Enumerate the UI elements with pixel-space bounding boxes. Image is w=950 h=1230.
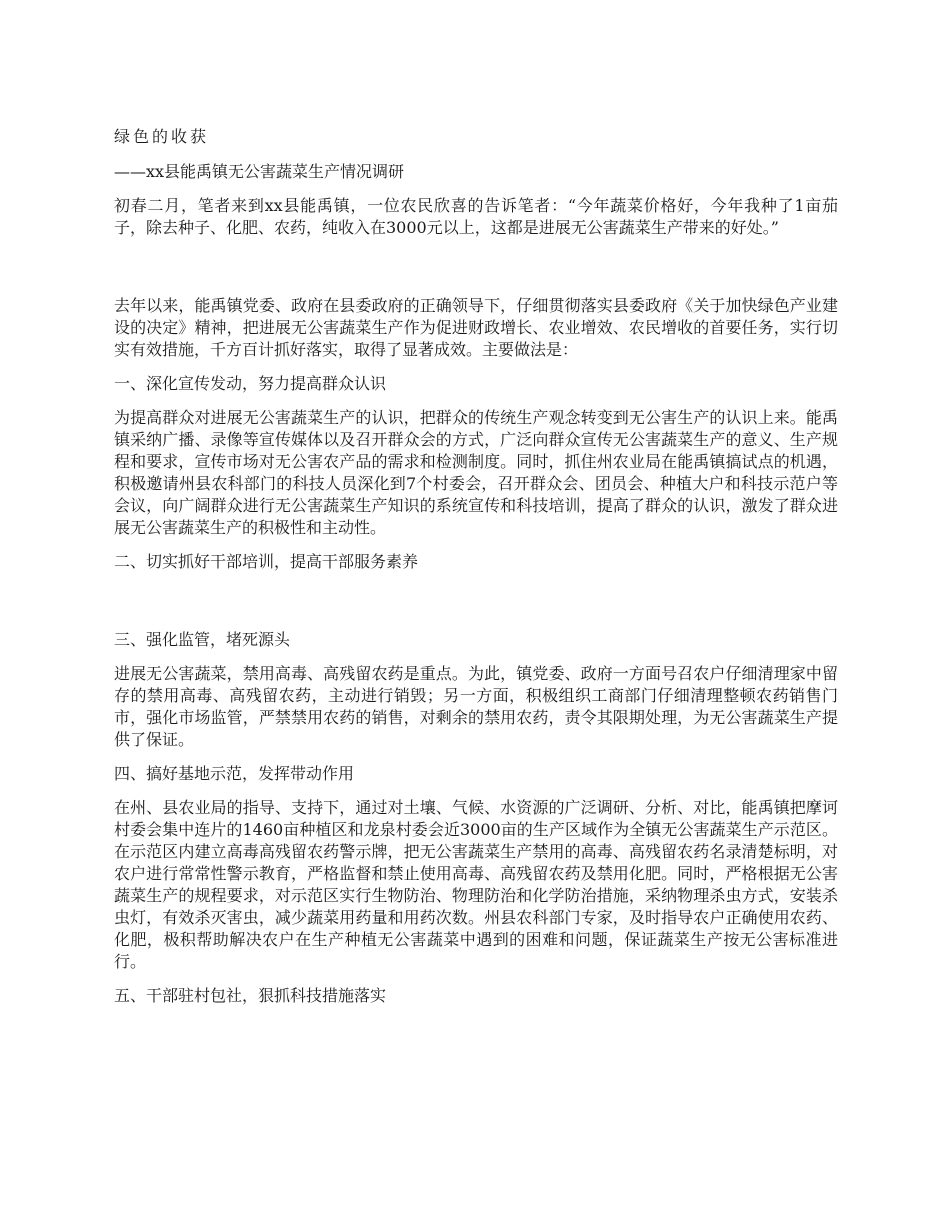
section-heading-2: 二、切实抓好干部培训，提高干部服务素养 <box>114 552 419 571</box>
paragraph-section-1: 为提高群众对进展无公害蔬菜生产的认识，把群众的传统生产观念转变到无公害生产的认识上来。能禹镇采纳广播、录像等宣传媒体以及召开群众会的方式，广泛向群众宣传无公害蔬菜生产的意义、生产规程和要求，宣传市场对无公害农产品的需求和检测制度。同时，抓住州农业局在能禹镇搞试点的机遇，积极邀请州县农科部门的科技人员深化到7个村委会，召开群众会、团员会、种植大户和科技示范户等会议，向广阔群众进行无公害蔬菜生产知识的系统宣传和科技培训，提高了群众的认识，激发了群众进展无公害蔬菜生产的积极性和主动性。 <box>114 408 838 537</box>
paragraph-overview: 去年以来，能禹镇党委、政府在县委政府的正确领导下，仔细贯彻落实县委政府《关于加快绿色产业建设的决定》精神，把进展无公害蔬菜生产作为促进财政增长、农业增效、农民增收的首要任务，实行切实有效措施，千方百计抓好落实，取得了显著成效。主要做法是： <box>114 296 838 359</box>
document-title: 绿色的收获 <box>114 127 210 146</box>
paragraph-section-4: 在州、县农业局的指导、支持下，通过对土壤、气候、水资源的广泛调研、分析、对比，能禹镇把摩诃村委会集中连片的1460亩种植区和龙泉村委会近3000亩的生产区域作为全镇无公害蔬菜生产示范区。在示范区内建立高毒高残留农药警示牌，把无公害蔬菜生产禁用的高毒、高残留农药名录清楚标明，对农户进行常常性警示教育，严格监督和禁止使用高毒、高残留农药及禁用化肥。同时，严格根据无公害蔬菜生产的规程要求，对示范区实行生物防治、物理防治和化学防治措施，采纳物理杀虫方式，安装杀虫灯，有效杀灭害虫，减少蔬菜用药量和用药次数。州县农科部门专家，及时指导农户正确使用农药、化肥，极积帮助解决农户在生产种植无公害蔬菜中遇到的困难和问题，保证蔬菜生产按无公害标准进行。 <box>114 798 838 971</box>
section-heading-1: 一、深化宣传发动，努力提高群众认识 <box>114 374 387 393</box>
document-subtitle: ——xx县能禹镇无公害蔬菜生产情况调研 <box>114 162 405 181</box>
section-heading-3: 三、强化监管，堵死源头 <box>114 630 291 649</box>
section-heading-5: 五、干部驻村包社，狠抓科技措施落实 <box>114 986 387 1005</box>
paragraph-section-3: 进展无公害蔬菜，禁用高毒、高残留农药是重点。为此，镇党委、政府一方面号召农户仔细清理家中留存的禁用高毒、高残留农药，主动进行销毁；另一方面，积极组织工商部门仔细清理整顿农药销售门市，强化市场监管，严禁禁用农药的销售，对剩余的禁用农药，责令其限期处理，为无公害蔬菜生产提供了保证。 <box>114 664 838 749</box>
document-body <box>114 126 838 1019</box>
section-heading-4: 四、搞好基地示范，发挥带动作用 <box>114 764 355 783</box>
paragraph-intro: 初春二月，笔者来到xx县能禹镇，一位农民欣喜的告诉笔者：“今年蔬菜价格好，今年我种了1亩茄子，除去种子、化肥、农药，纯收入在3000元以上，这都是进展无公害蔬菜生产带来的好处。” <box>114 196 838 237</box>
